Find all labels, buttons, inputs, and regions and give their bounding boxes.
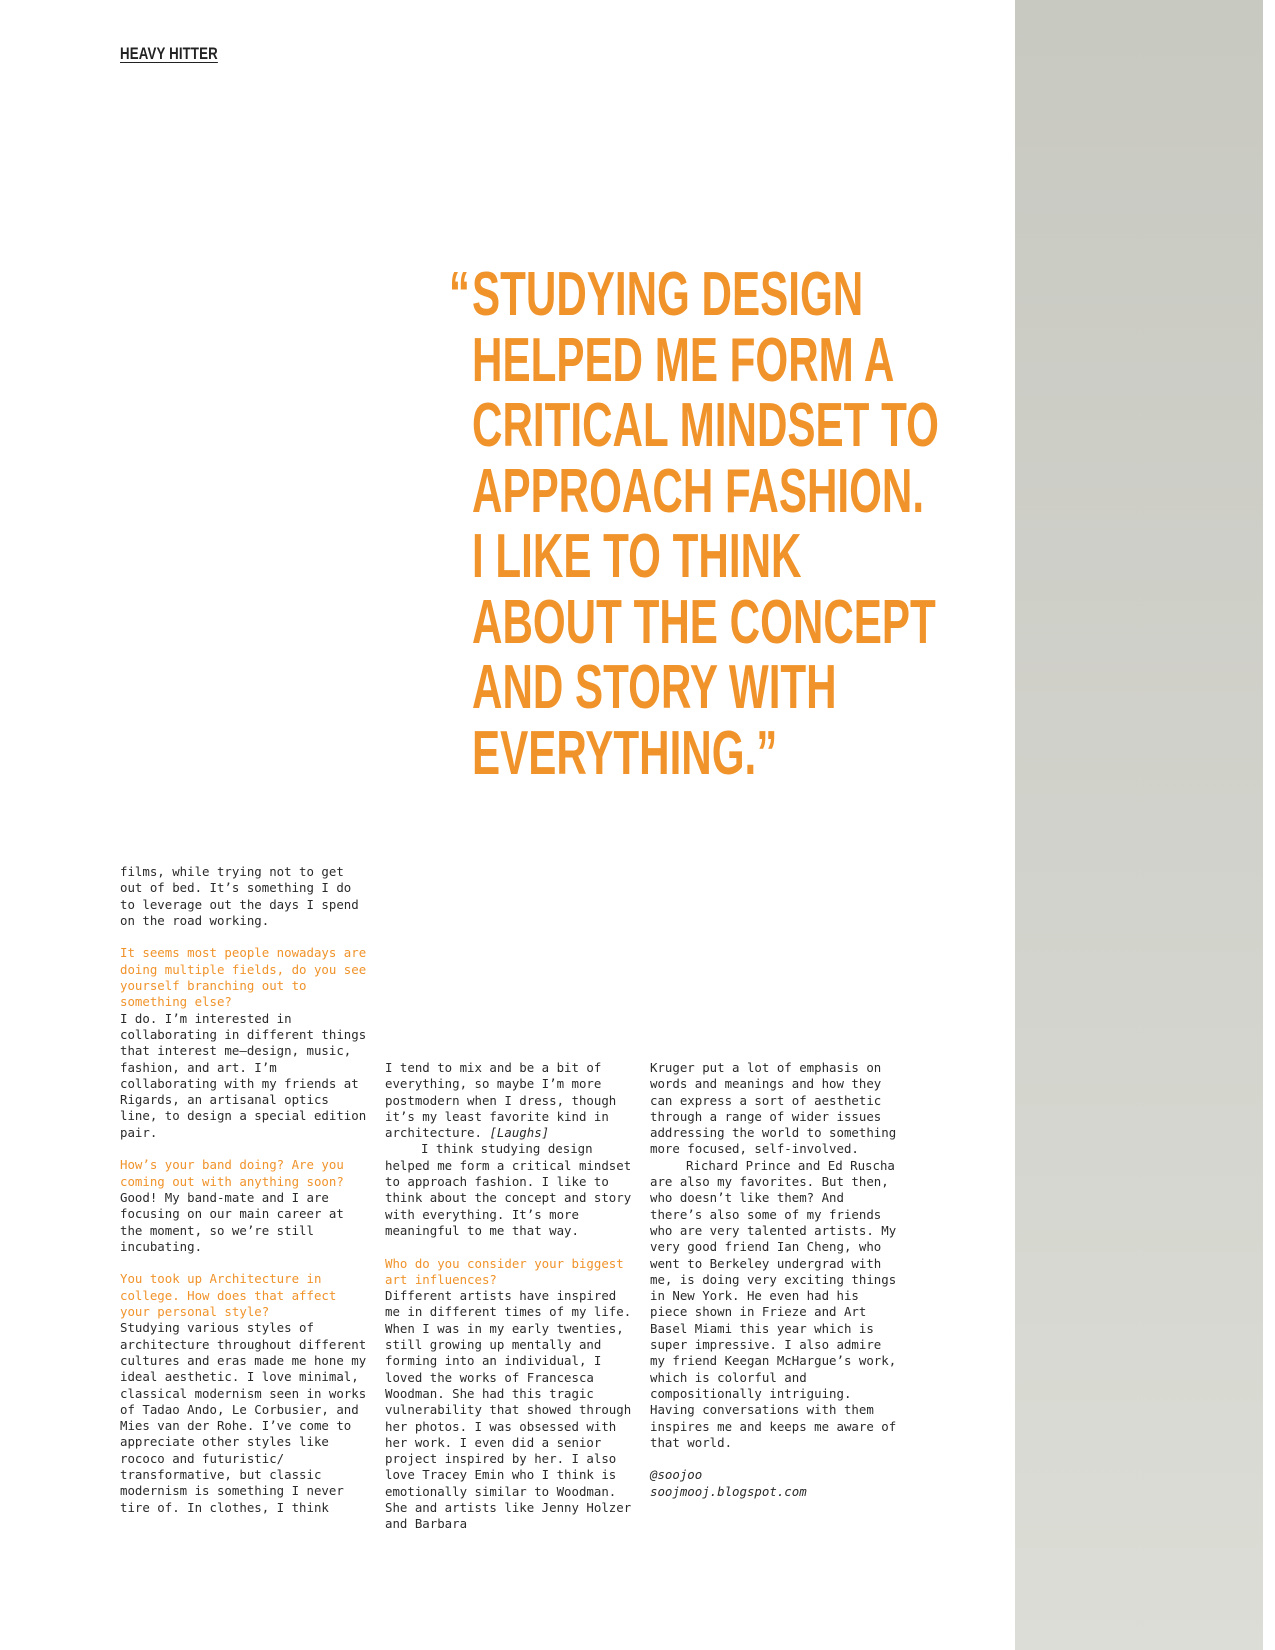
pull-quote-line: STUDYING DESIGN [472,260,864,329]
pull-quote-line: I LIKE TO THINK [472,522,802,591]
answer-paragraph [385,1060,635,1141]
pull-quote-line: APPROACH FASHION. [472,456,925,526]
answer-paragraph: Studying various styles of architecture throughout different cultures and eras made me hone my ideal aesthetic. I love minimal, classical modernism seen in works of Tadao Ando, Le Corbusier, and Mies van der Rohe. I’ve come to appreciate other styles like rococo and futuristic/ transformative, but classic modernism is something I never tire of. In clothes, I think [120,1320,367,1515]
answer-paragraph: Different artists have inspired me in different times of my life. When I was in my early twenties, still growing up mentally and forming into an individual, I loved the works of Francesca Woodman. She had this tragic vulnerability that showed through her photos. I was obsessed with her work. I even did a senior project inspired by her. I also love Tracey Emin who I think is emotionally similar to Woodman. She and artists like Jenny Holzer and Barbara [385,1288,632,1532]
answer-text: I tend to mix and be a bit of everything, so maybe I’m more postmodern when I dress, though it’s my least favorite kind in architecture. [385,1060,617,1141]
pull-quote-line: CRITICAL MINDSET TO [472,391,939,460]
answer-paragraph: Richard Prince and Ed Ruscha are also my favorites. But then, who doesn’t like them? And there’s also some of my friends who are very talented artists. My very good friend Ian Cheng, who went to Berkeley undergrad with me, is doing very exciting things in New York. He even had his piece shown in Frieze and Art Basel Miami this year which is super impressive. I also admire my friend Keegan McHargue’s work, which is colorful and compositionally intriguing. Having conversations with them inspires me and keeps me aware of that world. [650,1157,897,1450]
interview-question: How’s your band doing? Are you coming out with anything soon? [120,1157,344,1189]
answer-paragraph: films, while trying not to get out of bed. It’s something I do to leverage out the days I spend on the road working. [120,864,359,928]
answer-paragraph: Kruger put a lot of emphasis on words and meanings and how they can express a sort of aesthetic through a range of wider issues addressing the world to something more focused, self-involved. [650,1060,897,1157]
social-handle: @soojoo [650,1467,703,1483]
interview-question: It seems most people nowadays are doing multiple fields, do you see yourself branching out to something else? [120,945,367,1010]
answer-paragraph: I think studying design helped me form a critical mindset to approach fashion. I like to think about the concept and story with everything. It’s more meaningful to me that way. [385,1141,632,1238]
article-column-1 [120,864,370,1516]
pull-quote [448,260,939,788]
pull-quote-line: AND STORY WITH [472,653,837,722]
interview-question: Who do you consider your biggest art influences? [385,1255,624,1287]
blog-url: soojmooj.blogspot.com [650,1483,807,1499]
section-header: HEAVY HITTER [120,44,218,63]
pull-quote-line: EVERYTHING.” [472,718,778,788]
answer-paragraph: I do. I’m interested in collaborating in different things that interest me—design, music, fashion, and art. I’m collaborating with my friends at Rigards, an artisanal optics line, to design a special edition pair. [120,1010,367,1140]
pull-quote-line: HELPED ME FORM A [472,325,895,395]
answer-paragraph: Good! My band-mate and I are focusing on our main career at the moment, so we’re still incubating. [120,1189,344,1254]
laughs-aside: [Laughs] [489,1125,550,1141]
interview-question: You took up Architecture in college. How does that affect your personal style? [120,1271,337,1320]
pull-quote-line: ABOUT THE CONCEPT [472,587,936,657]
article-column-2 [385,1060,635,1533]
side-panel [1015,0,1263,1650]
pull-quote-open-mark: “ [448,260,470,329]
article-column-3 [650,1060,900,1500]
